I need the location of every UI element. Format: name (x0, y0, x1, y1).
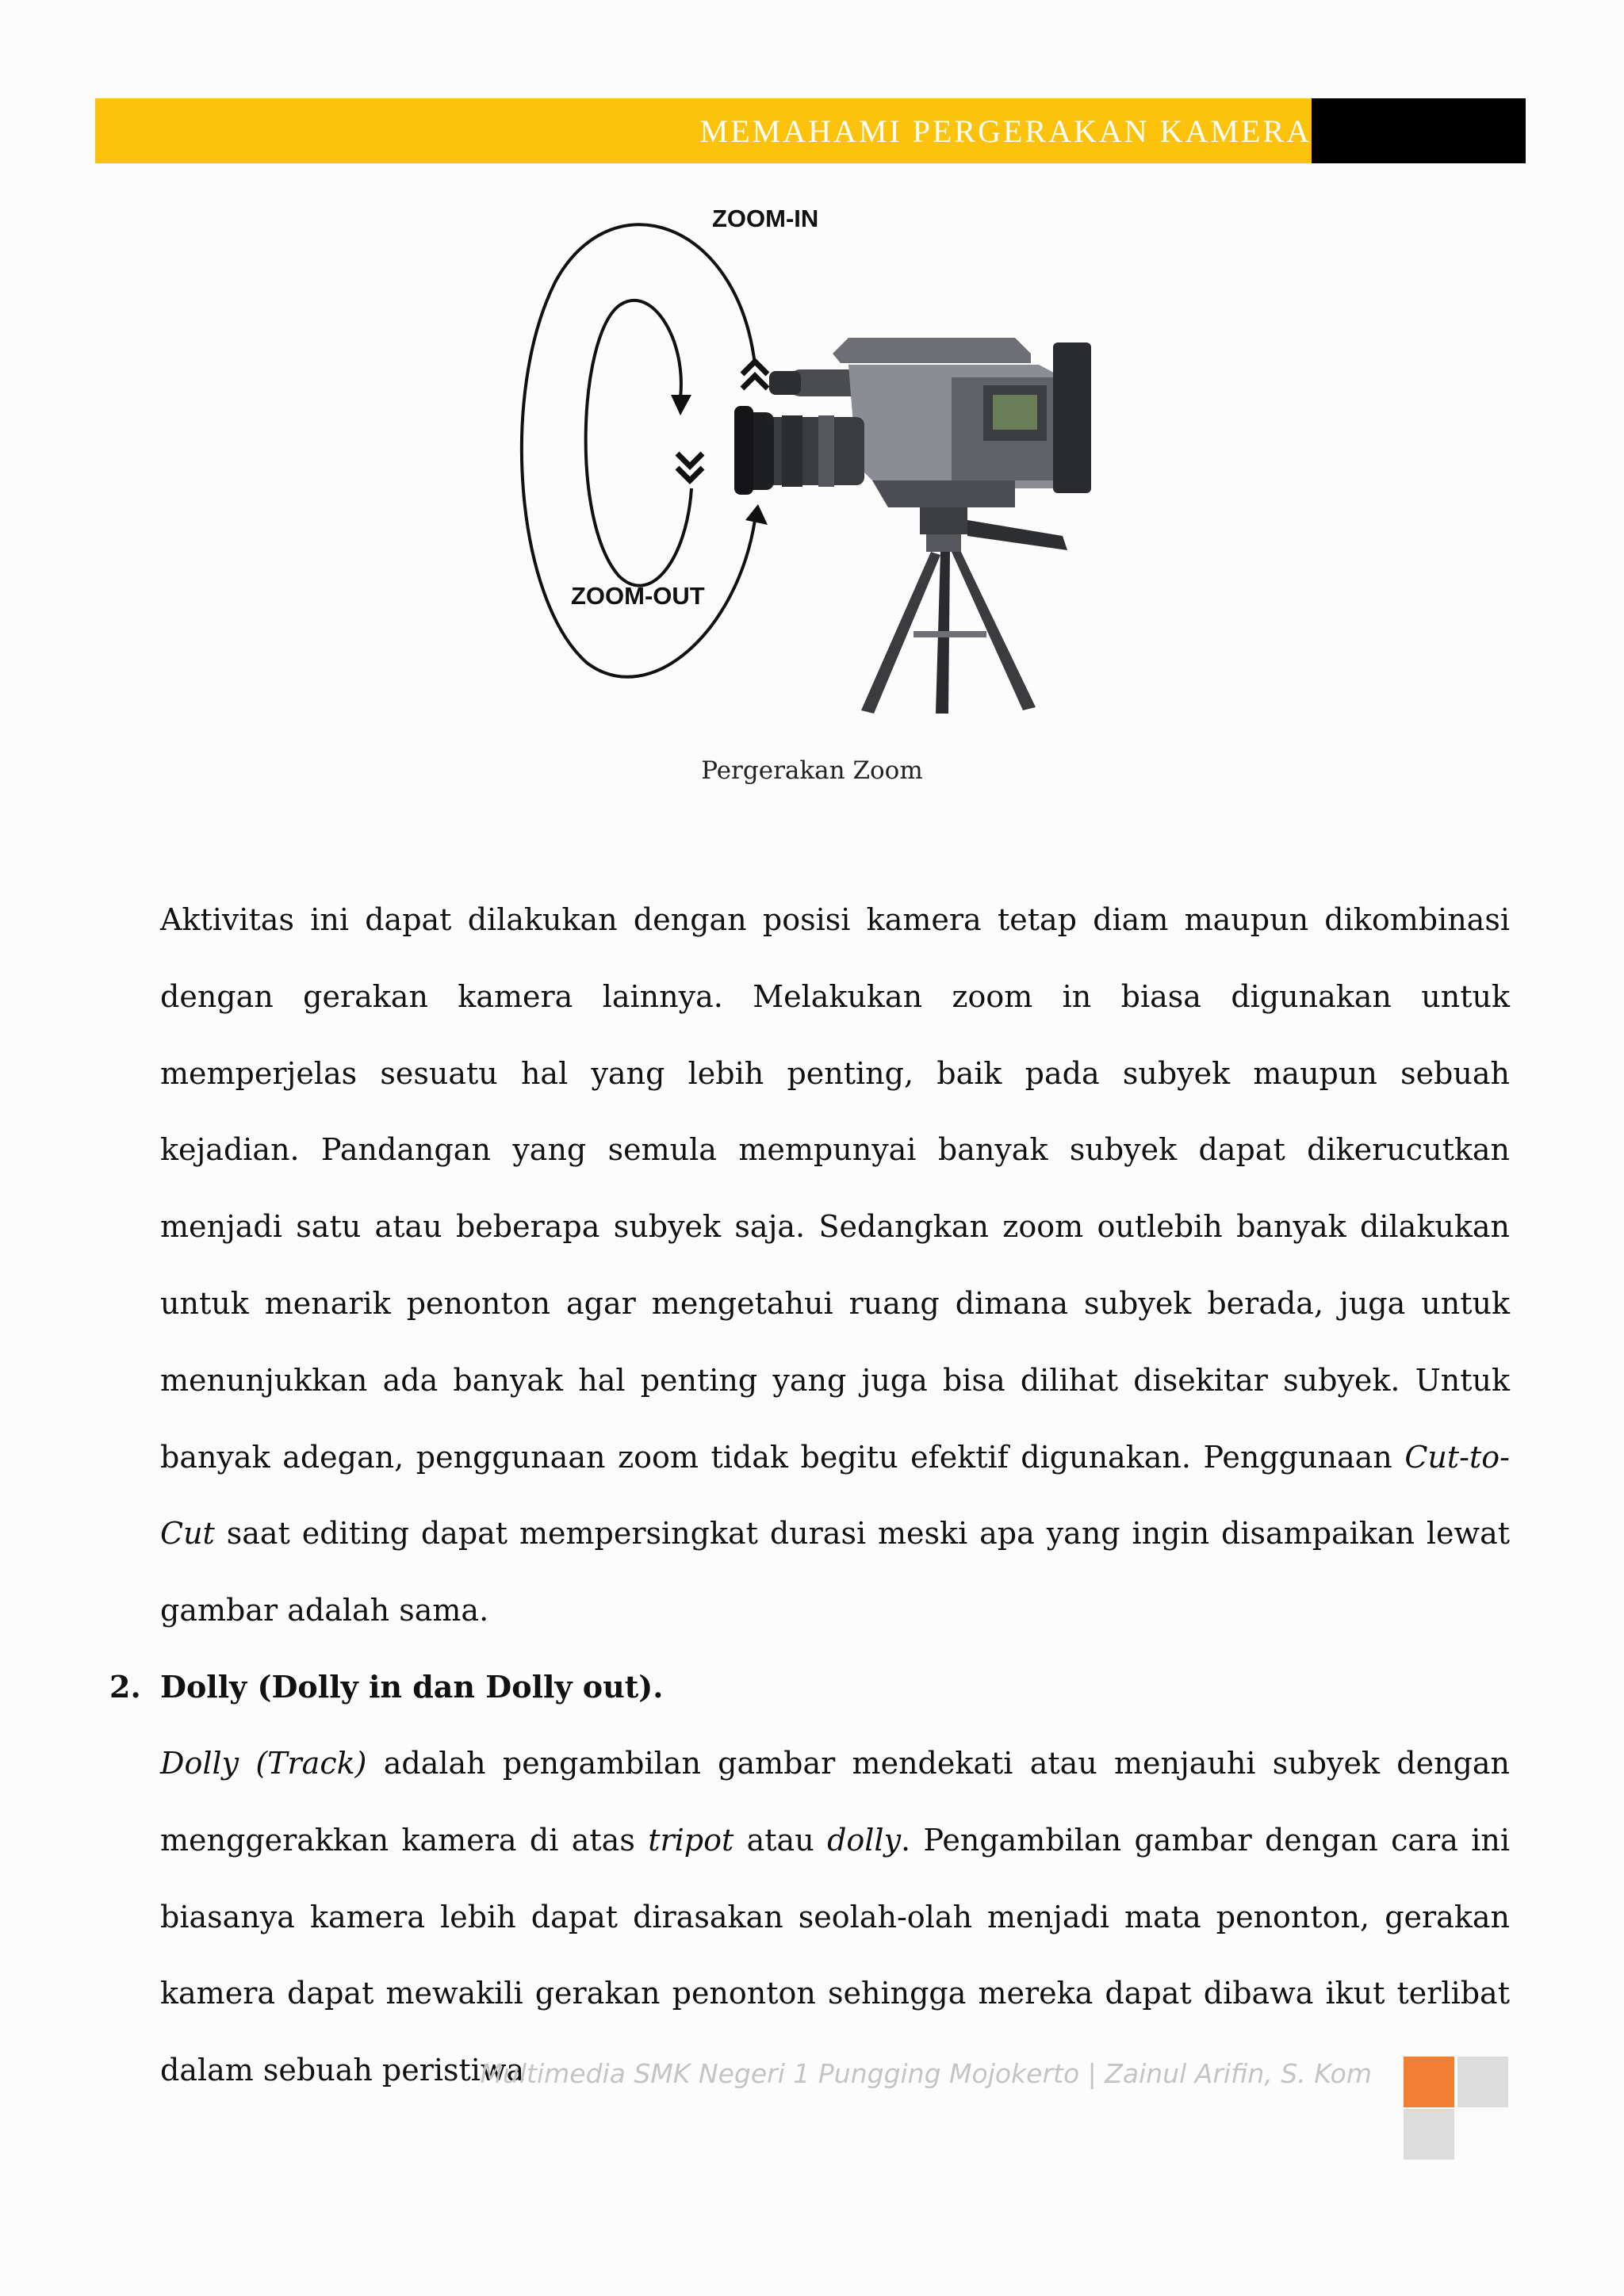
zoom-diagram (508, 187, 1110, 726)
footer-grey-square (1404, 2109, 1454, 2160)
zoom-illustration (508, 187, 1110, 726)
emphasis-text: dolly (827, 1822, 902, 1858)
section-heading (109, 1649, 664, 1726)
paragraph-text: atau (733, 1822, 828, 1858)
footer-orange-square (1404, 2057, 1454, 2107)
inner-arrowhead-icon (671, 395, 691, 415)
zoom-out-chevron-icon (677, 453, 703, 480)
tripod-icon (861, 507, 1067, 714)
emphasis-text: Cut-to-Cut (160, 1439, 1510, 1552)
outer-arrowhead-icon (745, 504, 768, 525)
paragraph-text: adalah pengambilan gambar mendekati atau menjauhi subyek dengan menggerakkan kamera di atas (160, 1746, 1511, 1858)
emphasis-text: Dolly (Track) (160, 1746, 367, 1781)
paragraph-text: saat editing dapat mempersingkat durasi meski apa yang ingin disampaikan lewat gambar adalah sama. (160, 1516, 1510, 1628)
header-band (95, 98, 1526, 163)
header-title: MEMAHAMI PERGERAKAN KAMERA (699, 113, 1312, 149)
section-title: Dolly (Dolly in dan Dolly out). (160, 1669, 664, 1705)
header-black-block (1312, 98, 1526, 163)
figure-caption: Pergerakan Zoom (701, 756, 923, 785)
body-paragraph-zoom (160, 882, 1510, 1649)
footer-grey-square (1457, 2057, 1508, 2107)
video-camera-icon (734, 338, 1091, 507)
footer-text: Multimedia SMK Negeri 1 Pungging Mojokerto | Zainul Arifin, S. Kom (480, 2058, 1372, 2089)
section-number: 2. (109, 1669, 141, 1705)
paragraph-text: Aktivitas ini dapat dilakukan dengan posisi kamera tetap diam maupun dikombinasi dengan gerakan kamera lainnya. Melakukan zoom in biasa digunakan untuk memperjelas sesuatu hal yang lebih penting, baik pada subyek maupun sebuah kejadian. Pandangan yang semula mempunyai banyak subyek dapat dikerucutkan menjadi satu atau beberapa subyek saja. Sedangkan zoom outlebih banyak dilakukan untuk menarik penonton agar mengetahui ruang dimana subyek berada, juga untuk menunjukkan ada banyak hal penting yang juga bisa dilihat disekitar subyek. Untuk banyak adegan, penggunaan zoom tidak begitu efektif digunakan. Penggunaan (160, 902, 1510, 1475)
inner-zoom-arrow (586, 300, 691, 586)
body-paragraph-dolly (160, 1725, 1510, 2109)
paragraph-text: . Pengambilan gambar dengan cara ini biasanya kamera lebih dapat dirasakan seolah-olah menjadi mata penonton, gerakan kamera dapat mewakili gerakan penonton sehingga mereka dapat dibawa ikut terlibat dalam sebuah peristiwa (160, 1822, 1510, 2088)
zoom-in-label: ZOOM-IN (712, 205, 819, 232)
zoom-in-chevron-icon (742, 362, 768, 388)
emphasis-text: tripot (648, 1822, 734, 1858)
zoom-out-label: ZOOM-OUT (571, 582, 705, 610)
